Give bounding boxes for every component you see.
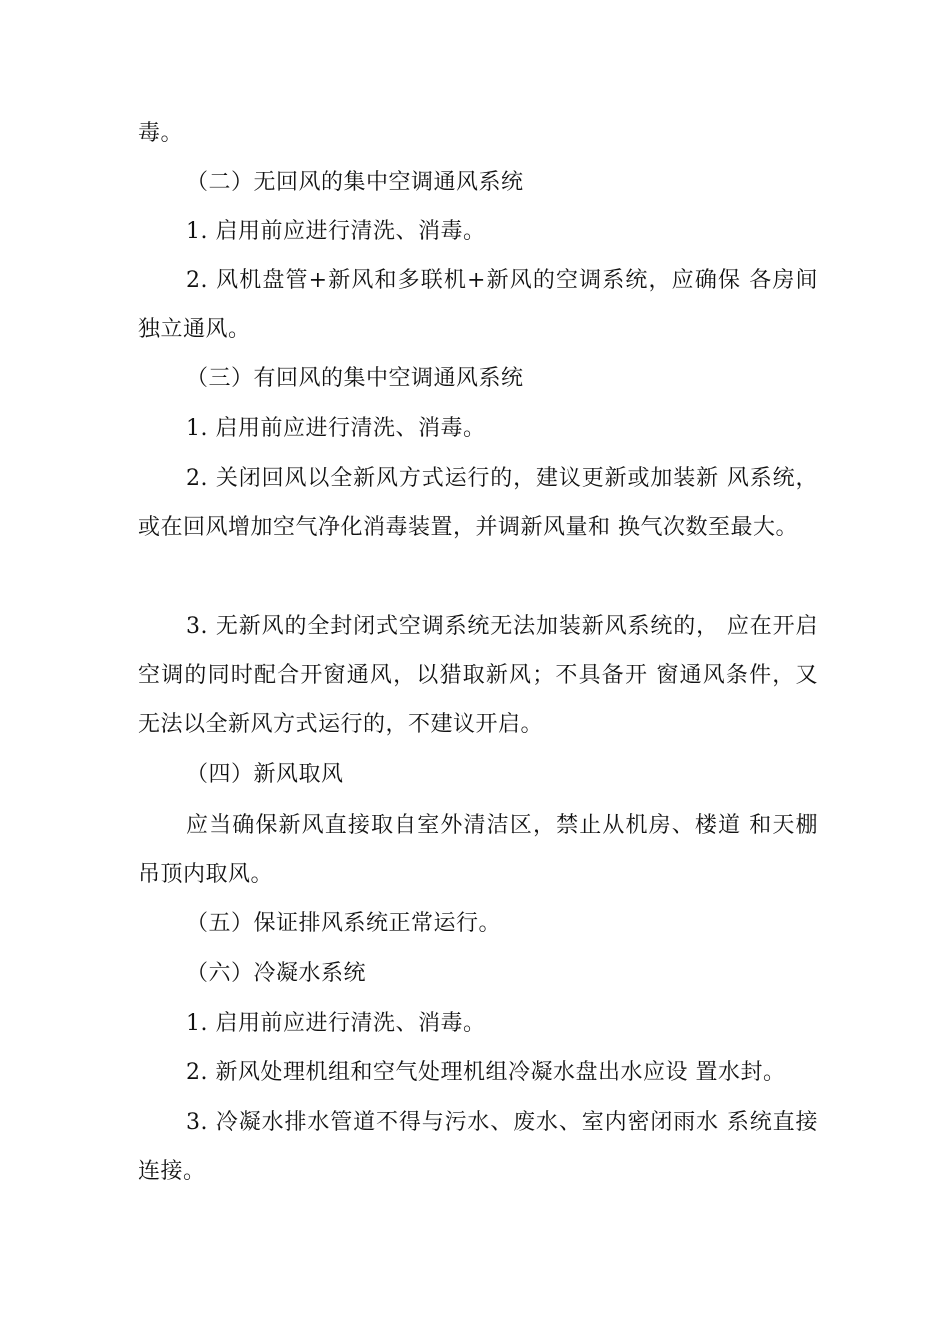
list-item: 2. 新风处理机组和空气处理机组冷凝水盘出水应设 置水封。 bbox=[186, 1060, 786, 1085]
section-heading-6: （六）冷凝水系统 bbox=[186, 961, 367, 986]
list-item: 1. 启用前应进行清洗、消毒。 bbox=[186, 1011, 486, 1036]
list-item: 1. 启用前应进行清洗、消毒。 bbox=[186, 416, 486, 441]
list-item: 3. 冷凝水排水管道不得与污水、废水、室内密闭雨水 系统直接连接。 bbox=[138, 1110, 818, 1184]
paragraph-continuation: 毒。 bbox=[138, 121, 184, 146]
list-item: 1. 启用前应进行清洗、消毒。 bbox=[186, 219, 486, 244]
section-heading-4: （四）新风取风 bbox=[186, 762, 344, 787]
list-item: 2. 风机盘管+新风和多联机+新风的空调系统，应确保 各房间独立通风。 bbox=[138, 268, 818, 342]
section-heading-3: （三）有回风的集中空调通风系统 bbox=[186, 366, 524, 391]
body-paragraph: 应当确保新风直接取自室外清洁区，禁止从机房、楼道 和天棚吊顶内取风。 bbox=[138, 813, 818, 887]
section-heading-2: （二）无回风的集中空调通风系统 bbox=[186, 170, 524, 195]
list-item: 3. 无新风的全封闭式空调系统无法加装新风系统的， 应在开启空调的同时配合开窗通风，以猎取新风；不具备开 窗通风条件，又无法以全新风方式运行的，不建议开启。 bbox=[138, 614, 818, 737]
section-heading-5: （五）保证排风系统正常运行。 bbox=[186, 911, 502, 936]
list-item: 2. 关闭回风以全新风方式运行的，建议更新或加装新 风系统，或在回风增加空气净化消毒装置，并调新风量和 换气次数至最大。 bbox=[138, 466, 818, 540]
